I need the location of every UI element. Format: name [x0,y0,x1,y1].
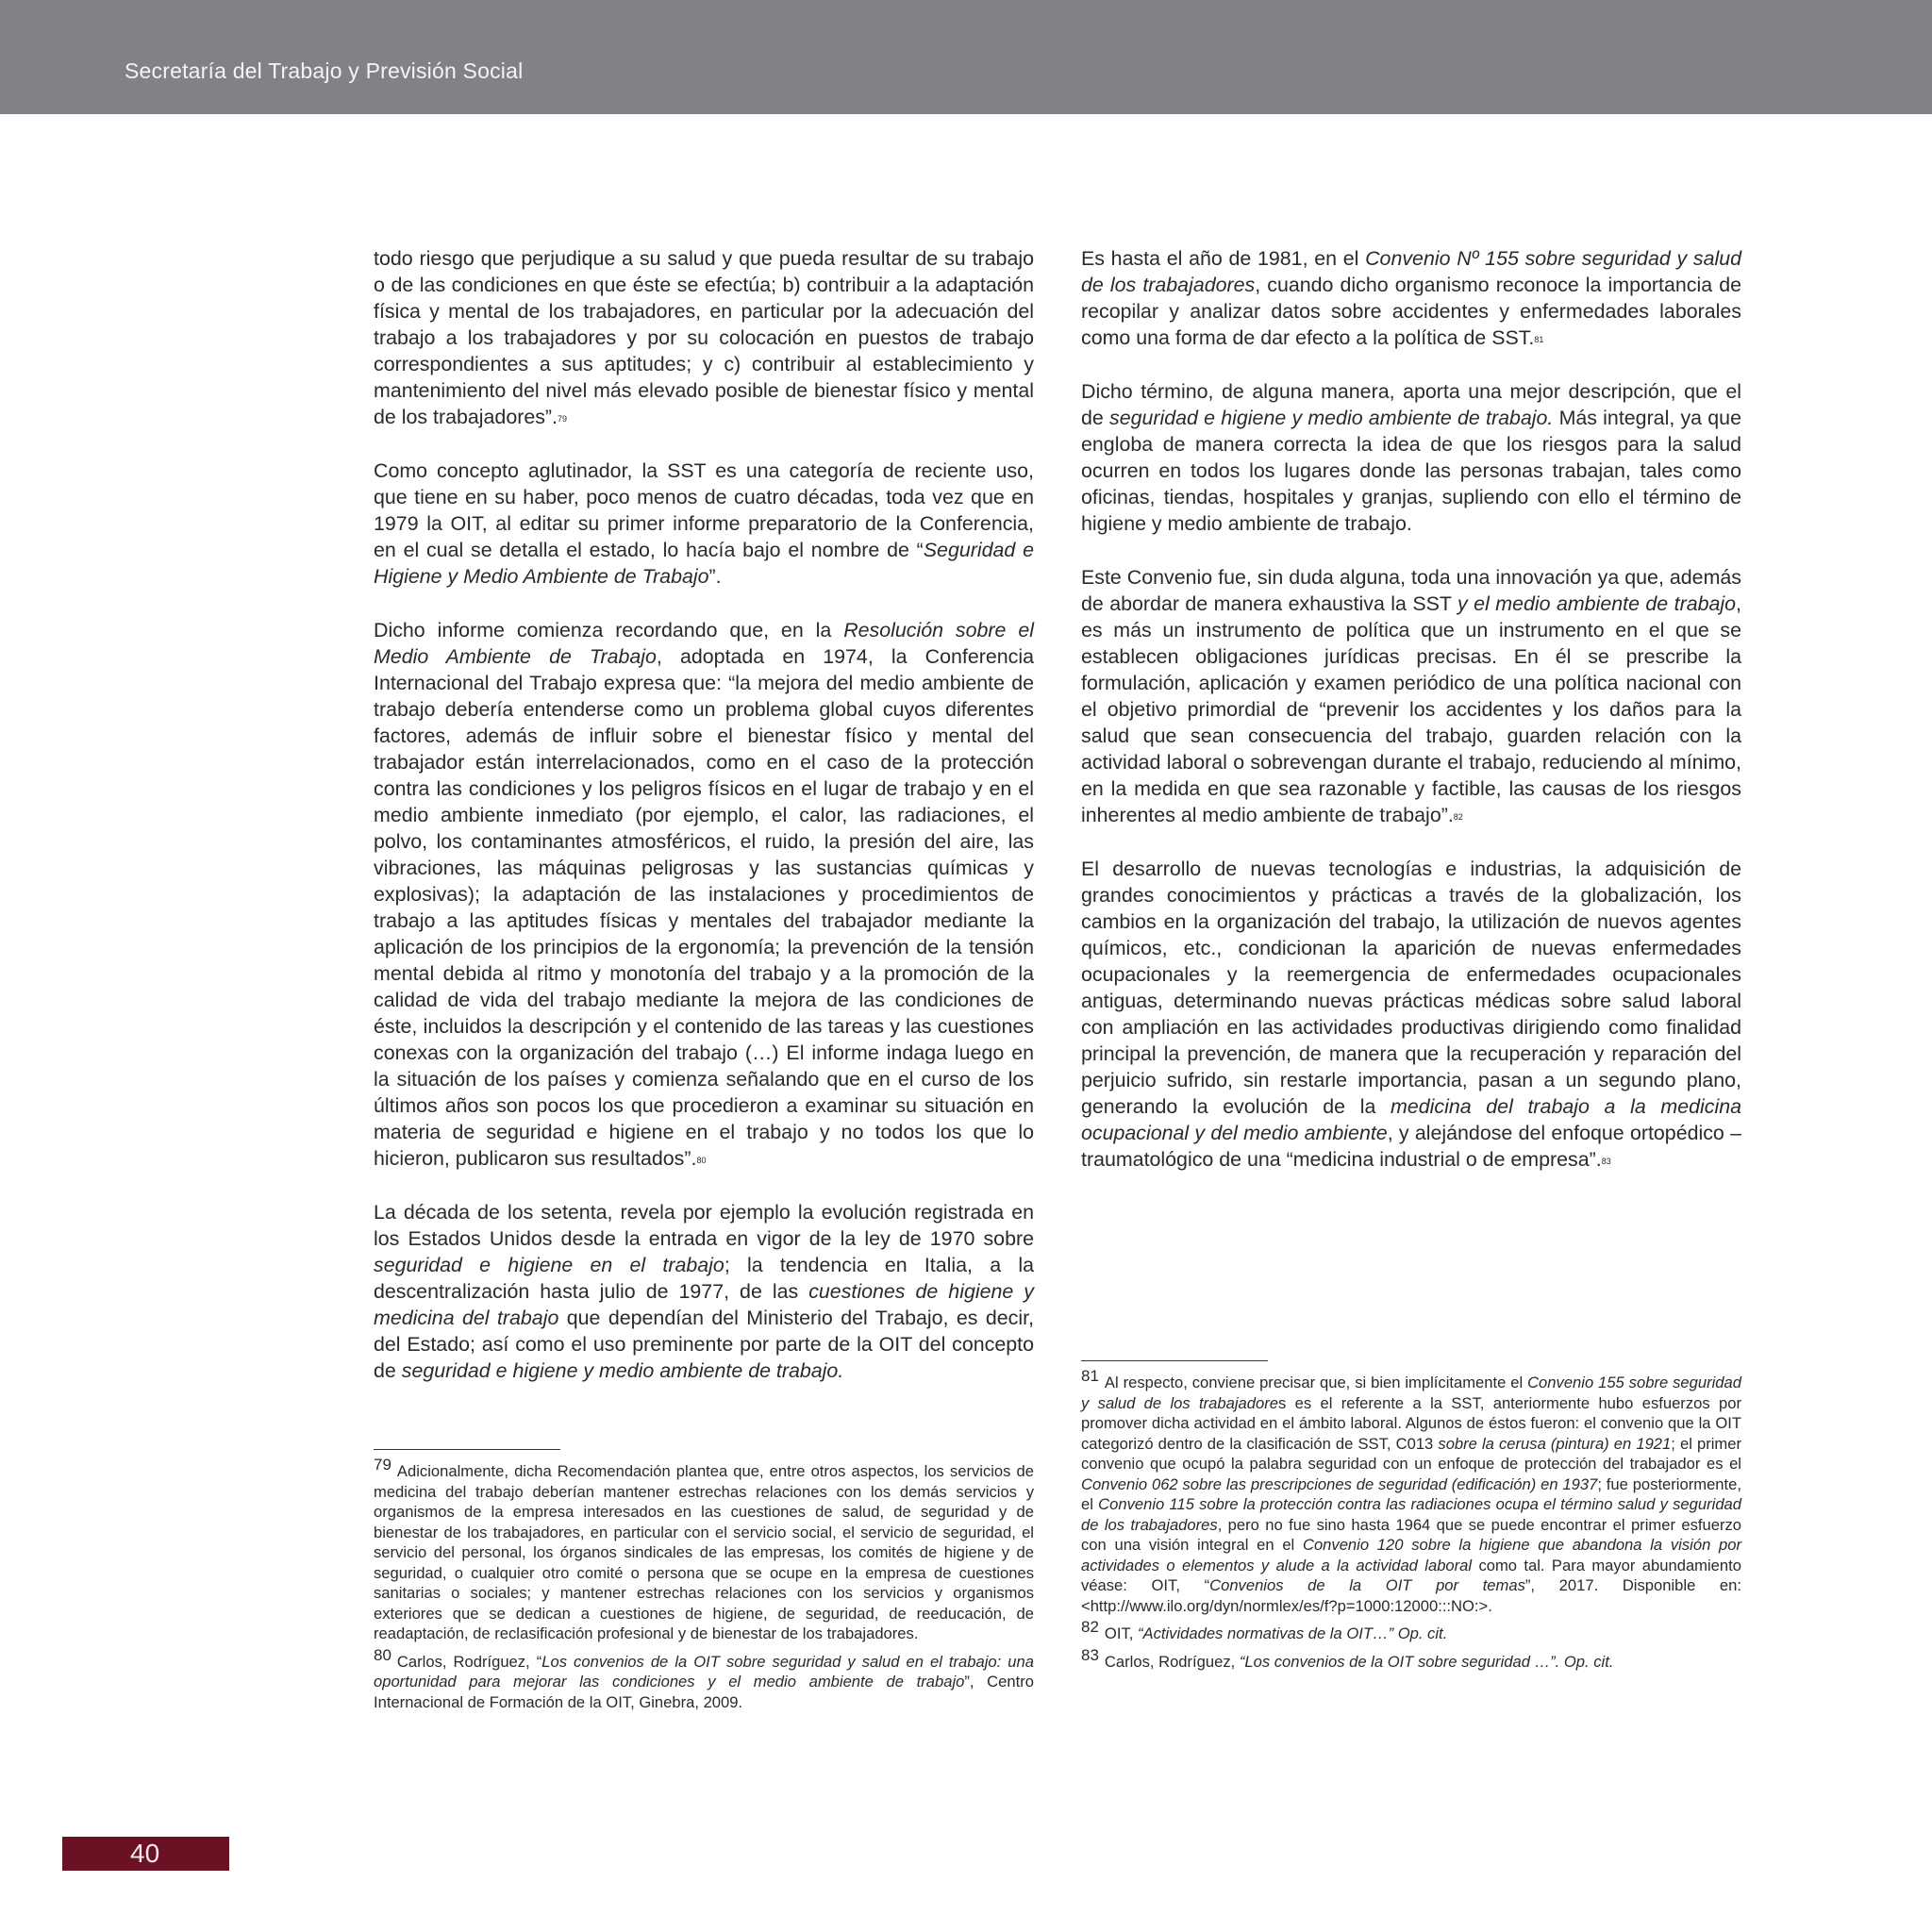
footnote-83: 83 Carlos, Rodríguez, “Los convenios de la OIT sobre seguridad …”. Op. cit. [1081,1645,1614,1671]
footnote-divider [374,1449,560,1450]
footnote-ref: 82 [1453,812,1463,822]
paragraph: El desarrollo de nuevas tecnologías e industrias, la adquisición de grandes conocimientos y prácticas a través de la globalización, los cambios en la organización del trabajo, la utilización de nuevos agentes químicos, etc., condicionan la aparición de nuevas enfermedades ocupacionales y la reemergencia de enfermedades ocupacionales antiguas, determinando nuevas prácticas médicas sobre salud laboral con ampliación en las actividades productivas dirigiendo como finalidad principal la prevención, de manera que la recuperación y reparación del perjuicio sufrido, sin restarle importancia, pasan a un segundo plano, generando la evolución de la medicina del trabajo a la medicina ocupacional y del medio ambiente, y alejándose del enfoque ortopédico – traumatológico de una “medicina industrial o de empresa”.$^{83}$ [1081,858,1741,1171]
footnote-81: 81 Al respecto, conviene precisar que, si bien implícitamente el Convenio 155 sobre seguridad y salud de los trabajadores es el referente a la SST, anteriormente hubo esfuerzos por promover dicha actividad en el ámbito laboral. Algunos de éstos fueron: el convenio que la OIT categorizó dentro de la clasificación de SST, C013 sobre la cerusa (pintura) en 1921; el primer convenio que ocupó la palabra seguridad con un enfoque de protección del trabajador es el Convenio 062 sobre las prescripciones de seguridad (edificación) en 1937; fue posteriormente, el Convenio 115 sobre la protección contra las radiaciones ocupa el término salud y seguridad de los trabajadores, pero no fue sino hasta 1964 que se puede encontrar el primer esfuerzo con una visión integral en el Convenio 120 sobre la higiene que abandona la visión por actividades o elementos y alude a la actividad laboral como tal. Para mayor abundamiento véase: OIT, “Convenios de la OIT por temas”, 2017. Disponible en: <http://www.ilo.org/dyn/normlex/es/f?p=1000:12000:::NO:>. [1081,1367,1742,1615]
page-header [0,0,1932,114]
footnote-80: 80 Carlos, Rodríguez, “Los convenios de la OIT sobre seguridad y salud en el trabajo: una oportunidad para mejorar las condiciones y el medio ambiente de trabajo”, Centro Internacional de Formación de la OIT, Ginebra, 2009. [374,1645,1034,1711]
paragraph: Este Convenio fue, sin duda alguna, toda una innovación ya que, además de abordar de manera exhaustiva la SST y el medio ambiente de trabajo, es más un instrumento de política que un instrumento en el que se establecen obligaciones jurídicas precisas. En él se prescribe la formulación, aplicación y examen periódico de una política nacional con el objetivo primordial de “prevenir los accidentes y los daños para la salud que sean consecuencia del trabajo, guarden relación con la actividad laboral o sobrevengan durante el trabajo, reduciendo al mínimo, en la medida en que sea razonable y factible, las causas de los riesgos inherentes al medio ambiente de trabajo”.$^{82}$ [1081,566,1741,826]
footnote-ref: 79 [558,414,568,424]
footnote-82: 82 OIT, “Actividades normativas de la OIT…” Op. cit. [1081,1618,1448,1642]
header-title: Secretaría del Trabajo y Previsión Social [125,58,524,83]
paragraph: La década de los setenta, revela por ejemplo la evolución registrada en los Estados Unidos desde la entrada en vigor de la ley de 1970 sobre seguridad e higiene en el trabajo; la tendencia en Italia, a la descentralización hasta julio de 1977, de las cuestiones de higiene y medicina del trabajo que dependían del Ministerio del Trabajo, es decir, del Estado; así como el uso preminente por parte de la OIT del concepto de seguridad e higiene y medio ambiente de trabajo. [374,1201,1034,1382]
paragraph: Dicho término, de alguna manera, aporta una mejor descripción, que el de seguridad e higiene y medio ambiente de trabajo. Más integral, ya que engloba de manera correcta la idea de que los riesgos para la salud ocurren en todos los lugares donde las personas trabajan, tales como oficinas, tiendas, hospitales y granjas, supliendo con ello el término de higiene y medio ambiente de trabajo. [1081,380,1741,535]
paragraph: Dicho informe comienza recordando que, en la Resolución sobre el Medio Ambiente de Trabajo, adoptada en 1974, la Conferencia Internacional del Trabajo expresa que: “la mejora del medio ambiente de trabajo debería entenderse como un problema global cuyos diferentes factores, además de influir sobre el bienestar físico y mental del trabajador están interrelacionados, como en el caso de la protección contra las condiciones y los peligros físicos en el lugar de trabajo y en el medio ambiente inmediato (por ejemplo, el calor, las radiaciones, el polvo, los contaminantes atmosféricos, el ruido, la presión del aire, las vibraciones, las máquinas peligrosas y las sustancias químicas y explosivas); la adaptación de las instalaciones y procedimientos de trabajo a las aptitudes físicas y mentales del trabajador mediante la aplicación de los principios de la ergonomía; la prevención de la tensión mental debida al ritmo y monotonía del trabajo y a la promoción de la calidad de vida del trabajo mediante la mejora de las condiciones de éste, incluidos la descripción y el contenido de las tareas y las cuestiones conexas con la organización del trabajo (…) El informe indaga luego en la situación de los países y comienza señalando que en el curso de los últimos años son pocos los que procedieron a examinar su situación en materia de seguridad e higiene en el trabajo y no todos los que lo hicieron, publicaron sus resultados”.$^{80}$ [374,619,1034,1170]
footnote-ref: 81 [1534,335,1544,344]
footnote-79: 79 Adicionalmente, dicha Recomendación plantea que, entre otros aspectos, los servicios de medicina del trabajo deberían mantener estrechas relaciones con los demás servicios y organismos de la empresa interesados en las cuestiones de salud, de seguridad y de bienestar de los trabajadores, en particular con el servicio social, el servicio de seguridad, el servicio del personal, los órganos sindicales de las empresas, los comités de higiene y de seguridad, o cualquier otro comité o persona que se ocupe en la empresa de cuestiones sanitarias o sociales; y mantener estrechas relaciones con los servicios y organismos exteriores que se dedican a cuestiones de higiene, de seguridad, de reeducación, de readaptación, de reclasificación profesional y de bienestar de los trabajadores. [374,1456,1034,1642]
paragraph: Es hasta el año de 1981, en el Convenio Nº 155 sobre seguridad y salud de los trabajadores, cuando dicho organismo reconoce la importancia de recopilar y analizar datos sobre accidentes y enfermedades laborales como una forma de dar efecto a la política de SST.$^{81}$ [1081,247,1742,349]
page-number-box [62,1837,229,1871]
footnotes-left [374,1449,1034,1720]
footnote-ref: 80 [696,1156,707,1165]
page-number: 40 [130,1839,160,1868]
left-column [374,245,1034,1411]
footnote-divider [1081,1360,1268,1361]
footnote-ref: 83 [1601,1157,1611,1166]
right-column [1081,245,1741,1200]
footnotes-right [1081,1360,1741,1679]
paragraph: Como concepto aglutinador, la SST es una categoría de reciente uso, que tiene en su haber, poco menos de cuatro décadas, toda vez que en 1979 la OIT, al editar su primer informe preparatorio de la Conferencia, en el cual se detalla el estado, lo hacía bajo el nombre de “Seguridad e Higiene y Medio Ambiente de Trabajo”. [374,459,1034,588]
paragraph: todo riesgo que perjudique a su salud y que pueda resultar de su trabajo o de las condiciones en que éste se efectúa; b) contribuir a la adaptación física y mental de los trabajadores, en particular por la adecuación del trabajo a los trabajadores y por su colocación en puestos de trabajo correspondientes a sus aptitudes; y c) contribuir al establecimiento y mantenimiento del nivel más elevado posible de bienestar físico y mental de los trabajadores”.$^{79}$ [374,247,1034,428]
